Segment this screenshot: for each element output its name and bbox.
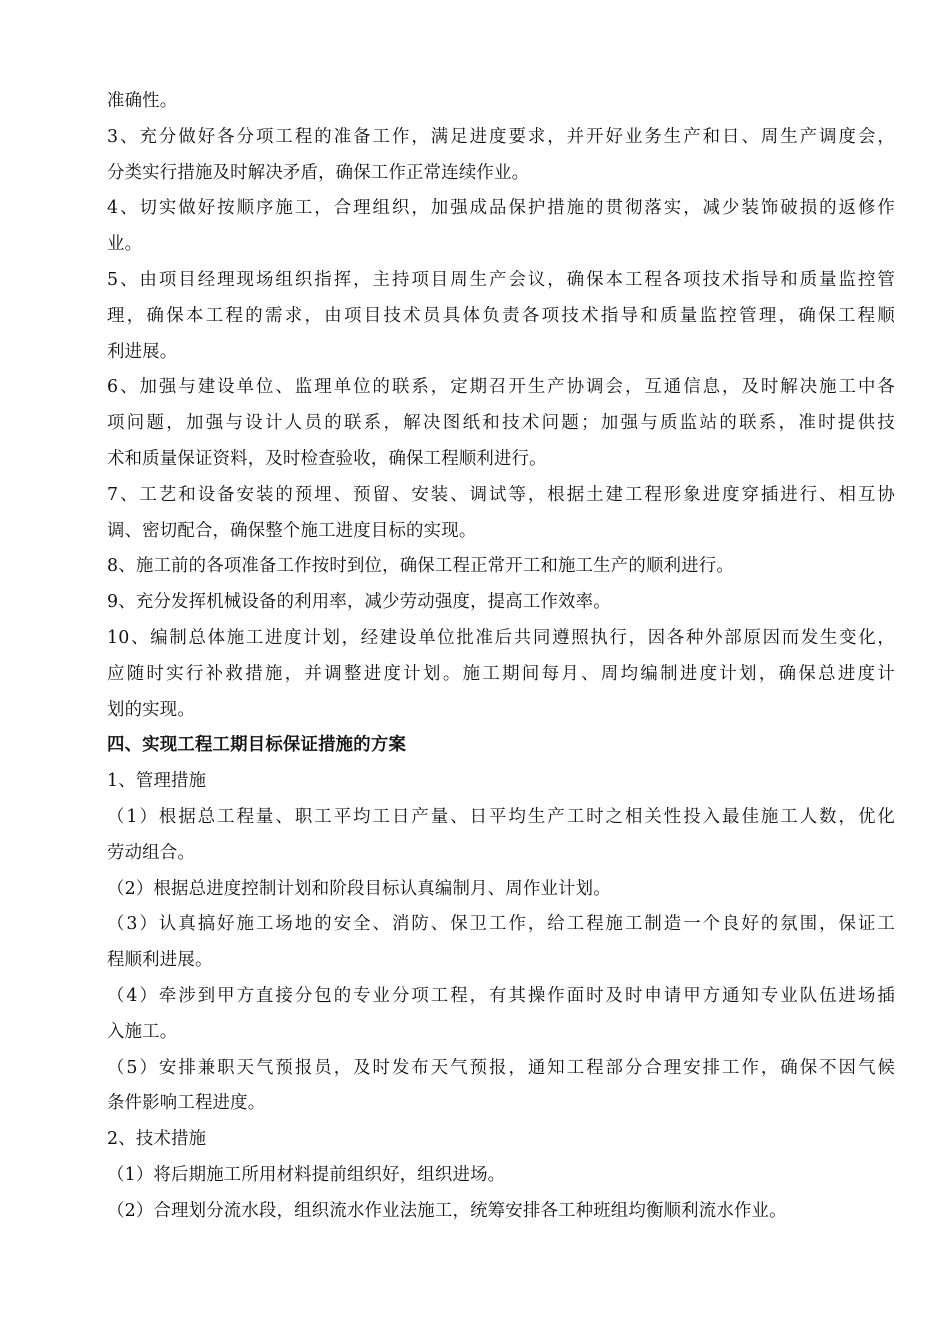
text-line: 4、切实做好按顺序施工，合理组织，加强成品保护措施的贯彻落实，减少装饰破损的返修作 — [107, 198, 895, 219]
text-line: 10、编制总体施工进度计划，经建设单位批准后共同遵照执行，因各种外部原因而发生变化， — [107, 627, 895, 648]
text-line: 分类实行措施及时解决矛盾，确保工作正常连续作业。 — [107, 162, 530, 183]
text-line: 5、由项目经理现场组织指挥，主持项目周生产会议，确保本工程各项技术指导和质量监控管 — [107, 269, 895, 290]
text-line: 业。 — [107, 234, 143, 255]
section-heading: 四、实现工程工期目标保证措施的方案 — [107, 735, 407, 756]
text-line: （3）认真搞好施工场地的安全、消防、保卫工作，给工程施工制造一个良好的氛围，保证工 — [107, 914, 895, 935]
text-line: 准确性。 — [107, 91, 178, 111]
text-line: 8、施工前的各项准备工作按时到位，确保工程正常开工和施工生产的顺利进行。 — [107, 556, 734, 577]
text-line: 程顺利进展。 — [107, 950, 213, 971]
text-line: （1）根据总工程量、职工平均工日产量、日平均生产工时之相关性投入最佳施工人数，优化 — [107, 806, 895, 827]
text-line: 条件影响工程进度。 — [107, 1093, 266, 1114]
text-line: 调、密切配合，确保整个施工进度目标的实现。 — [107, 520, 477, 541]
document-body — [107, 84, 895, 1230]
text-line: （5）安排兼职天气预报员，及时发布天气预报，通知工程部分合理安排工作，确保不因气候 — [107, 1057, 895, 1078]
text-line: 应随时实行补救措施，并调整进度计划。施工期间每月、周均编制进度计划，确保总进度计 — [107, 663, 895, 684]
text-line: 利进展。 — [107, 341, 178, 362]
text-line: 术和质量保证资料，及时检查验收，确保工程顺利进行。 — [107, 448, 547, 469]
text-line: （2）合理划分流水段，组织流水作业法施工，统筹安排各工种班组均衡顺利流水作业。 — [107, 1200, 787, 1221]
text-line: 理，确保本工程的需求，由项目技术员具体负责各项技术指导和质量监控管理，确保工程顺 — [107, 305, 895, 326]
text-line: 6、加强与建设单位、监理单位的联系，定期召开生产协调会，互通信息，及时解决施工中各 — [107, 377, 895, 398]
text-line: 3、充分做好各分项工程的准备工作，满足进度要求，并开好业务生产和日、周生产调度会， — [107, 126, 895, 147]
text-line: 7、工艺和设备安装的预埋、预留、安装、调试等，根据土建工程形象进度穿插进行、相互协 — [107, 484, 895, 505]
text-line: 划的实现。 — [107, 699, 195, 720]
text-line: 入施工。 — [107, 1021, 178, 1042]
text-line: 9、充分发挥机械设备的利用率，减少劳动强度，提高工作效率。 — [107, 592, 611, 613]
text-line: （4）牵涉到甲方直接分包的专业分项工程，有其操作面时及时申请甲方通知专业队伍进场插 — [107, 985, 895, 1006]
text-line: （1）将后期施工所用材料提前组织好，组织进场。 — [107, 1164, 506, 1185]
text-line: 劳动组合。 — [107, 842, 195, 863]
text-line: 项问题，加强与设计人员的联系，解决图纸和技术问题；加强与质监站的联系，准时提供技 — [107, 413, 895, 434]
text-line: 2、技术措施 — [107, 1129, 207, 1150]
text-line: 1、管理措施 — [107, 771, 207, 792]
text-line: （2）根据总进度控制计划和阶段目标认真编制月、周作业计划。 — [107, 878, 611, 899]
